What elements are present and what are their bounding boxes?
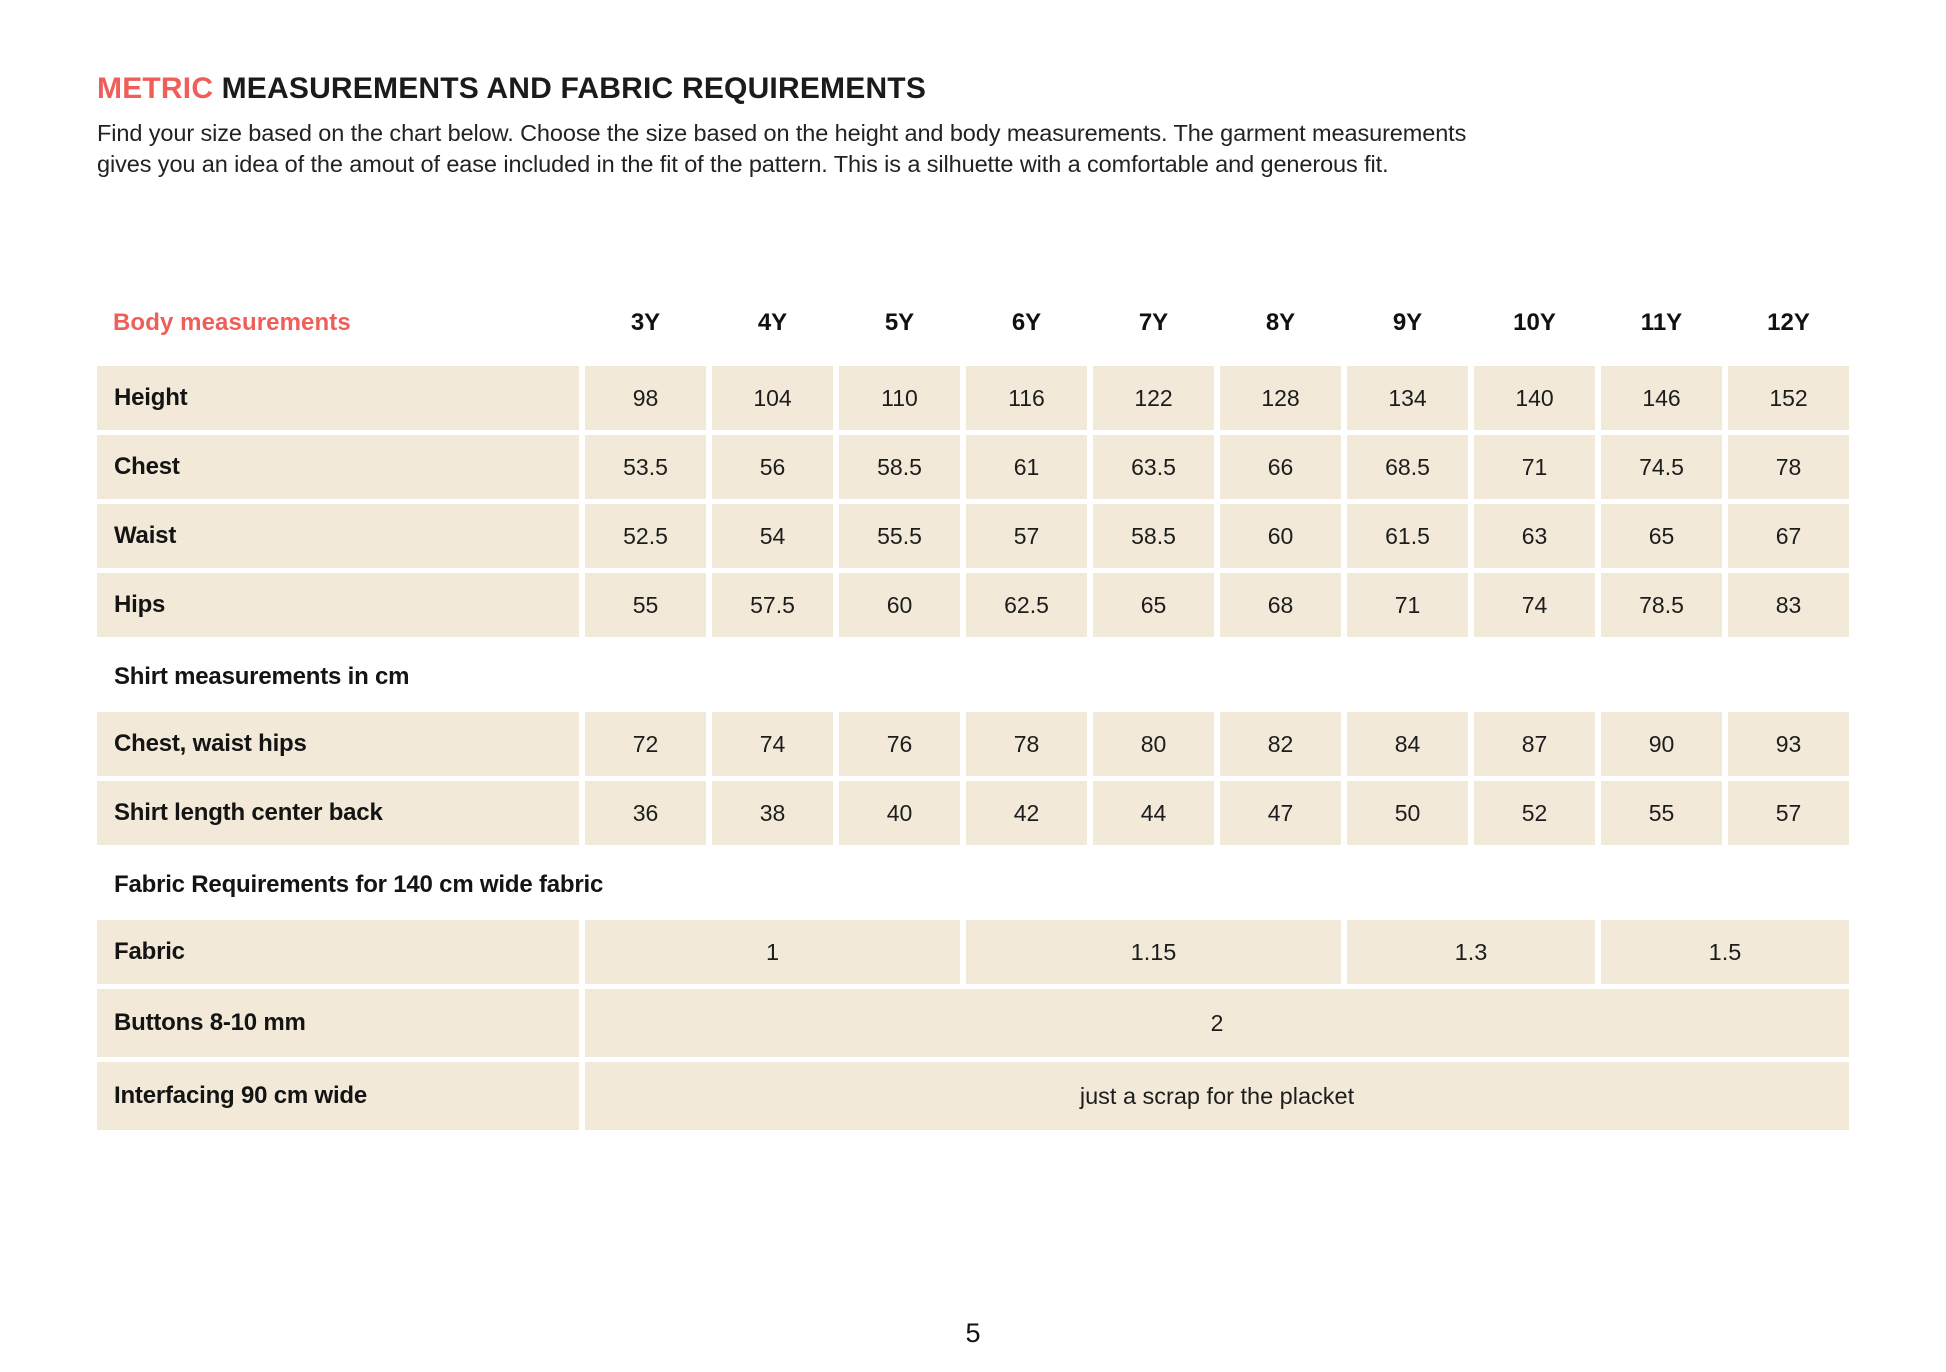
measurement-cell: 78 xyxy=(1728,435,1849,499)
measurement-cell: 67 xyxy=(1728,504,1849,568)
measurement-cell: 54 xyxy=(712,504,833,568)
measurement-cell: 56 xyxy=(712,435,833,499)
measurement-cell: 47 xyxy=(1220,781,1341,845)
size-table xyxy=(97,298,1849,1130)
measurement-cell: 65 xyxy=(1601,504,1722,568)
measurement-cell: 68.5 xyxy=(1347,435,1468,499)
measurement-cell: 74 xyxy=(1474,573,1595,637)
column-header-7y: 7Y xyxy=(1138,309,1169,336)
measurement-cell: 60 xyxy=(839,573,960,637)
fabric-section-heading: Fabric Requirements for 140 cm wide fabric xyxy=(114,871,604,898)
column-header-3y: 3Y xyxy=(630,309,661,336)
measurement-cell: 52.5 xyxy=(585,504,706,568)
fabric-amount-cell: 1.5 xyxy=(1601,920,1849,984)
measurement-cell: 38 xyxy=(712,781,833,845)
measurement-cell: 83 xyxy=(1728,573,1849,637)
measurement-cell: 62.5 xyxy=(966,573,1087,637)
row-label: Chest xyxy=(97,435,579,499)
measurement-cell: 146 xyxy=(1601,366,1722,430)
measurement-cell: 87 xyxy=(1474,712,1595,776)
column-header-10y: 10Y xyxy=(1513,309,1556,336)
measurement-cell: 104 xyxy=(712,366,833,430)
table-row-height xyxy=(97,366,1849,430)
measurement-cell: 80 xyxy=(1093,712,1214,776)
measurement-cell: 74 xyxy=(712,712,833,776)
body-measurements-header: Body measurements xyxy=(113,309,351,336)
measurement-cell: 40 xyxy=(839,781,960,845)
table-row-buttons xyxy=(97,989,1849,1057)
measurement-cell: 61.5 xyxy=(1347,504,1468,568)
table-row-hips xyxy=(97,573,1849,637)
measurement-cell: 44 xyxy=(1093,781,1214,845)
fabric-amount-cell: 1.15 xyxy=(966,920,1341,984)
measurement-cell: 42 xyxy=(966,781,1087,845)
row-label: Chest, waist hips xyxy=(97,712,579,776)
page-number: 5 xyxy=(965,1318,981,1348)
measurement-cell: 78.5 xyxy=(1601,573,1722,637)
measurement-cell: 110 xyxy=(839,366,960,430)
page-title xyxy=(97,72,1849,106)
measurement-cell: 60 xyxy=(1220,504,1341,568)
measurement-cell: 63.5 xyxy=(1093,435,1214,499)
row-label: Fabric xyxy=(97,920,579,984)
measurement-cell: 78 xyxy=(966,712,1087,776)
measurement-cell: 55 xyxy=(1601,781,1722,845)
measurement-cell: 71 xyxy=(1474,435,1595,499)
measurement-cell: 82 xyxy=(1220,712,1341,776)
measurement-cell: 98 xyxy=(585,366,706,430)
intro-paragraph xyxy=(97,118,1849,180)
measurement-cell: 93 xyxy=(1728,712,1849,776)
table-row-fabric xyxy=(97,920,1849,984)
measurement-cell: 116 xyxy=(966,366,1087,430)
measurement-cell: 58.5 xyxy=(1093,504,1214,568)
fabric-amount-cell: 1.3 xyxy=(1347,920,1595,984)
column-header-5y: 5Y xyxy=(884,309,915,336)
measurement-cell: 66 xyxy=(1220,435,1341,499)
measurement-cell: 57 xyxy=(1728,781,1849,845)
measurement-cell: 57.5 xyxy=(712,573,833,637)
intro-line-2: gives you an idea of the amout of ease included in the fit of the pattern. This is a silhuette with a comfortable and generous fit. xyxy=(97,151,1389,177)
table-row-chest xyxy=(97,435,1849,499)
buttons-count-cell: 2 xyxy=(585,989,1849,1057)
measurement-cell: 36 xyxy=(585,781,706,845)
measurement-cell: 61 xyxy=(966,435,1087,499)
row-label: Buttons 8-10 mm xyxy=(97,989,579,1057)
measurement-cell: 122 xyxy=(1093,366,1214,430)
fabric-amount-cell: 1 xyxy=(585,920,960,984)
column-header-4y: 4Y xyxy=(757,309,788,336)
measurement-cell: 50 xyxy=(1347,781,1468,845)
row-label: Height xyxy=(97,366,579,430)
measurement-cell: 76 xyxy=(839,712,960,776)
row-label: Waist xyxy=(97,504,579,568)
measurement-cell: 58.5 xyxy=(839,435,960,499)
page-content xyxy=(97,72,1849,1135)
row-label: Hips xyxy=(97,573,579,637)
table-header-row xyxy=(97,298,1849,348)
measurement-cell: 71 xyxy=(1347,573,1468,637)
column-header-6y: 6Y xyxy=(1011,309,1042,336)
page-title-rest: MEASUREMENTS AND FABRIC REQUIREMENTS xyxy=(221,72,927,105)
measurement-cell: 57 xyxy=(966,504,1087,568)
measurement-cell: 152 xyxy=(1728,366,1849,430)
measurement-cell: 55.5 xyxy=(839,504,960,568)
measurement-cell: 140 xyxy=(1474,366,1595,430)
measurement-cell: 128 xyxy=(1220,366,1341,430)
table-row-interfacing xyxy=(97,1062,1849,1130)
interfacing-note-cell: just a scrap for the placket xyxy=(585,1062,1849,1130)
table-row-chest-waist-hips xyxy=(97,712,1849,776)
measurement-cell: 90 xyxy=(1601,712,1722,776)
table-row-waist xyxy=(97,504,1849,568)
row-label: Shirt length center back xyxy=(97,781,579,845)
shirt-section-heading: Shirt measurements in cm xyxy=(114,663,410,690)
measurement-cell: 55 xyxy=(585,573,706,637)
measurement-cell: 53.5 xyxy=(585,435,706,499)
measurement-cell: 84 xyxy=(1347,712,1468,776)
page-title-accent: METRIC xyxy=(97,72,214,105)
measurement-cell: 65 xyxy=(1093,573,1214,637)
column-header-11y: 11Y xyxy=(1640,309,1683,336)
measurement-cell: 74.5 xyxy=(1601,435,1722,499)
column-header-9y: 9Y xyxy=(1392,309,1423,336)
column-header-8y: 8Y xyxy=(1265,309,1296,336)
measurement-cell: 68 xyxy=(1220,573,1341,637)
measurement-cell: 52 xyxy=(1474,781,1595,845)
table-row-shirt-length xyxy=(97,781,1849,845)
measurement-cell: 63 xyxy=(1474,504,1595,568)
column-header-12y: 12Y xyxy=(1767,309,1810,336)
intro-line-1: Find your size based on the chart below. Choose the size based on the height and body measurements. The garment measurements xyxy=(97,120,1467,146)
measurement-cell: 134 xyxy=(1347,366,1468,430)
row-label: Interfacing 90 cm wide xyxy=(97,1062,579,1130)
measurement-cell: 72 xyxy=(585,712,706,776)
